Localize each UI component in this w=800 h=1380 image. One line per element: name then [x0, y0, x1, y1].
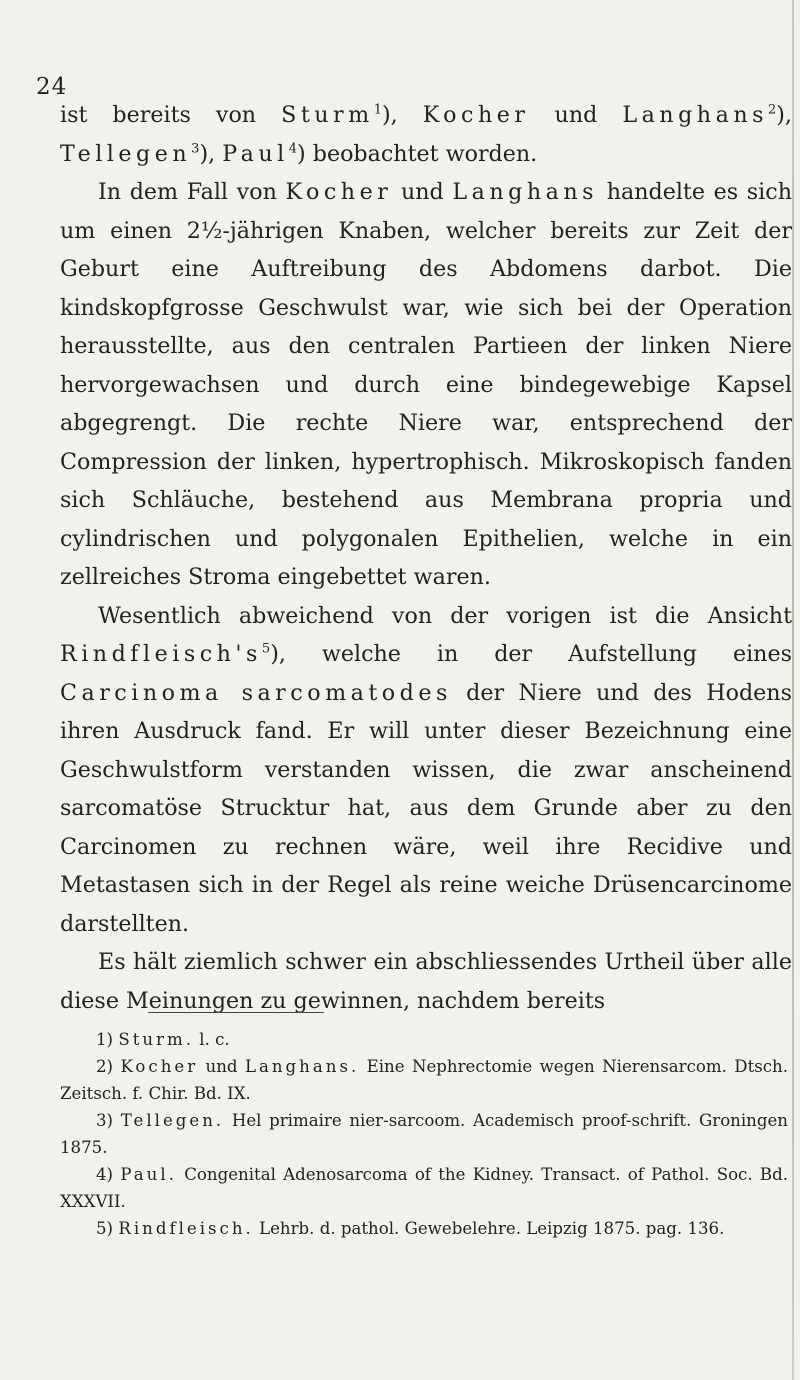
footnote-author: Tellegen. [120, 1111, 225, 1130]
text-run: der Niere und des Hodens ihren Ausdruck fand. Er will unter dieser Bezeichnung eine Geschwulstform verstanden wissen, die zwar anscheinend sarcomatöse Strucktur hat, aus dem Grunde aber zu den Carcinomen zu rechnen wäre, weil ihre Recidive und Metastasen sich in der Regel als reine weiche Drüsencarcinome darstellten. [60, 679, 792, 937]
footnote-4 [60, 1161, 788, 1215]
footnote-author: Langhans. [244, 1057, 360, 1076]
author-name: Langhans [452, 179, 599, 205]
footnote-5 [60, 1215, 788, 1242]
footnote-ref: 2 [768, 102, 777, 118]
footnote-number: 2) [96, 1057, 114, 1076]
paragraph-4 [60, 943, 792, 1020]
footnote-text: Eine Nephrectomie wegen Nierensarcom. Dtsch. Zeitsch. f. Chir. Bd. IX. [60, 1057, 789, 1103]
author-name: Langhans [622, 102, 768, 128]
footnote-separator [148, 1012, 324, 1013]
footnote-text: Hel primaire nier-sarcoom. Academisch proof-schrift. Groningen 1875. [60, 1111, 788, 1157]
author-name: Paul [222, 140, 289, 167]
body-text [60, 96, 792, 1020]
text-run: ), welche in der Aufstellung eines [270, 641, 792, 667]
footnote-ref: 5 [261, 641, 271, 657]
text-run: handelte es sich um einen 2½-jährigen Knaben, welcher bereits zur Zeit der Geburt eine Auftreibung des Abdomens darbot. Die kindskopfgrosse Geschwulst war, wie sich bei der Operation herausstellte, aus den centralen Partieen der linken Niere hervorgewachsen und durch eine bindegewebige Kapsel abgegrengt. Die rechte Niere war, entsprechend der Compression der linken, hypertrophisch. Mikroskopisch fanden sich Schläuche, bestehend aus Membrana propria und cylindrischen und polygonalen Epithelien, welche in ein zellreiches Stroma eingebettet waren. [60, 179, 792, 590]
footnote-text: und [198, 1057, 245, 1076]
text-run: Wesentlich abweichend von der vorigen ist die Ansicht [98, 602, 792, 629]
author-name: Kocher [285, 179, 393, 205]
footnote-text: Lehrb. d. pathol. Gewebelehre. Leipzig 1875. pag. 136. [253, 1219, 725, 1238]
page-edge [792, 0, 794, 1380]
text-run: ), [381, 102, 423, 128]
footnote-number: 4) [96, 1165, 114, 1184]
text-run: Es hält ziemlich schwer ein abschliessendes Urtheil über alle diese Meinungen zu gewinnen, nachdem bereits [60, 949, 792, 1014]
author-name: Tellegen [60, 140, 192, 167]
footnote-number: 3) [96, 1111, 114, 1130]
footnote-number: 1) [96, 1030, 114, 1049]
footnote-3 [60, 1107, 788, 1161]
paragraph-2 [60, 173, 792, 597]
text-run: ), [199, 140, 223, 167]
text-run: und [392, 179, 453, 205]
text-run: ), [776, 102, 792, 128]
text-run: ) beobachtet worden. [297, 140, 538, 167]
footnote-ref: 3 [191, 141, 200, 157]
footnote-author: Kocher [120, 1057, 199, 1076]
footnote-ref: 1 [373, 102, 382, 118]
footnote-author: Sturm. [118, 1030, 194, 1049]
footnote-text: Congenital Adenosarcoma of the Kidney. Transact. of Pathol. Soc. Bd. XXXVII. [60, 1165, 789, 1211]
footnote-2 [60, 1053, 788, 1107]
page-number: 24 [36, 74, 68, 100]
paragraph-1 [60, 96, 792, 173]
footnote-ref: 4 [288, 141, 298, 157]
footnote-1 [60, 1026, 788, 1053]
author-name: Rindfleisch's [60, 641, 262, 667]
footnote-text: l. c. [194, 1030, 230, 1049]
footnote-author: Paul. [120, 1165, 177, 1184]
footnote-number: 5) [96, 1219, 114, 1238]
text-run: In dem Fall von [98, 179, 286, 205]
author-name: Sturm [281, 102, 374, 128]
footnote-author: Rindfleisch. [118, 1219, 254, 1238]
text-run: und [529, 102, 623, 128]
paragraph-3 [60, 597, 792, 944]
text-run: ist bereits von [60, 102, 282, 128]
term-spaced: Carcinoma sarcomatodes [60, 679, 452, 706]
footnotes [60, 1026, 788, 1242]
author-name: Kocher [422, 102, 530, 128]
